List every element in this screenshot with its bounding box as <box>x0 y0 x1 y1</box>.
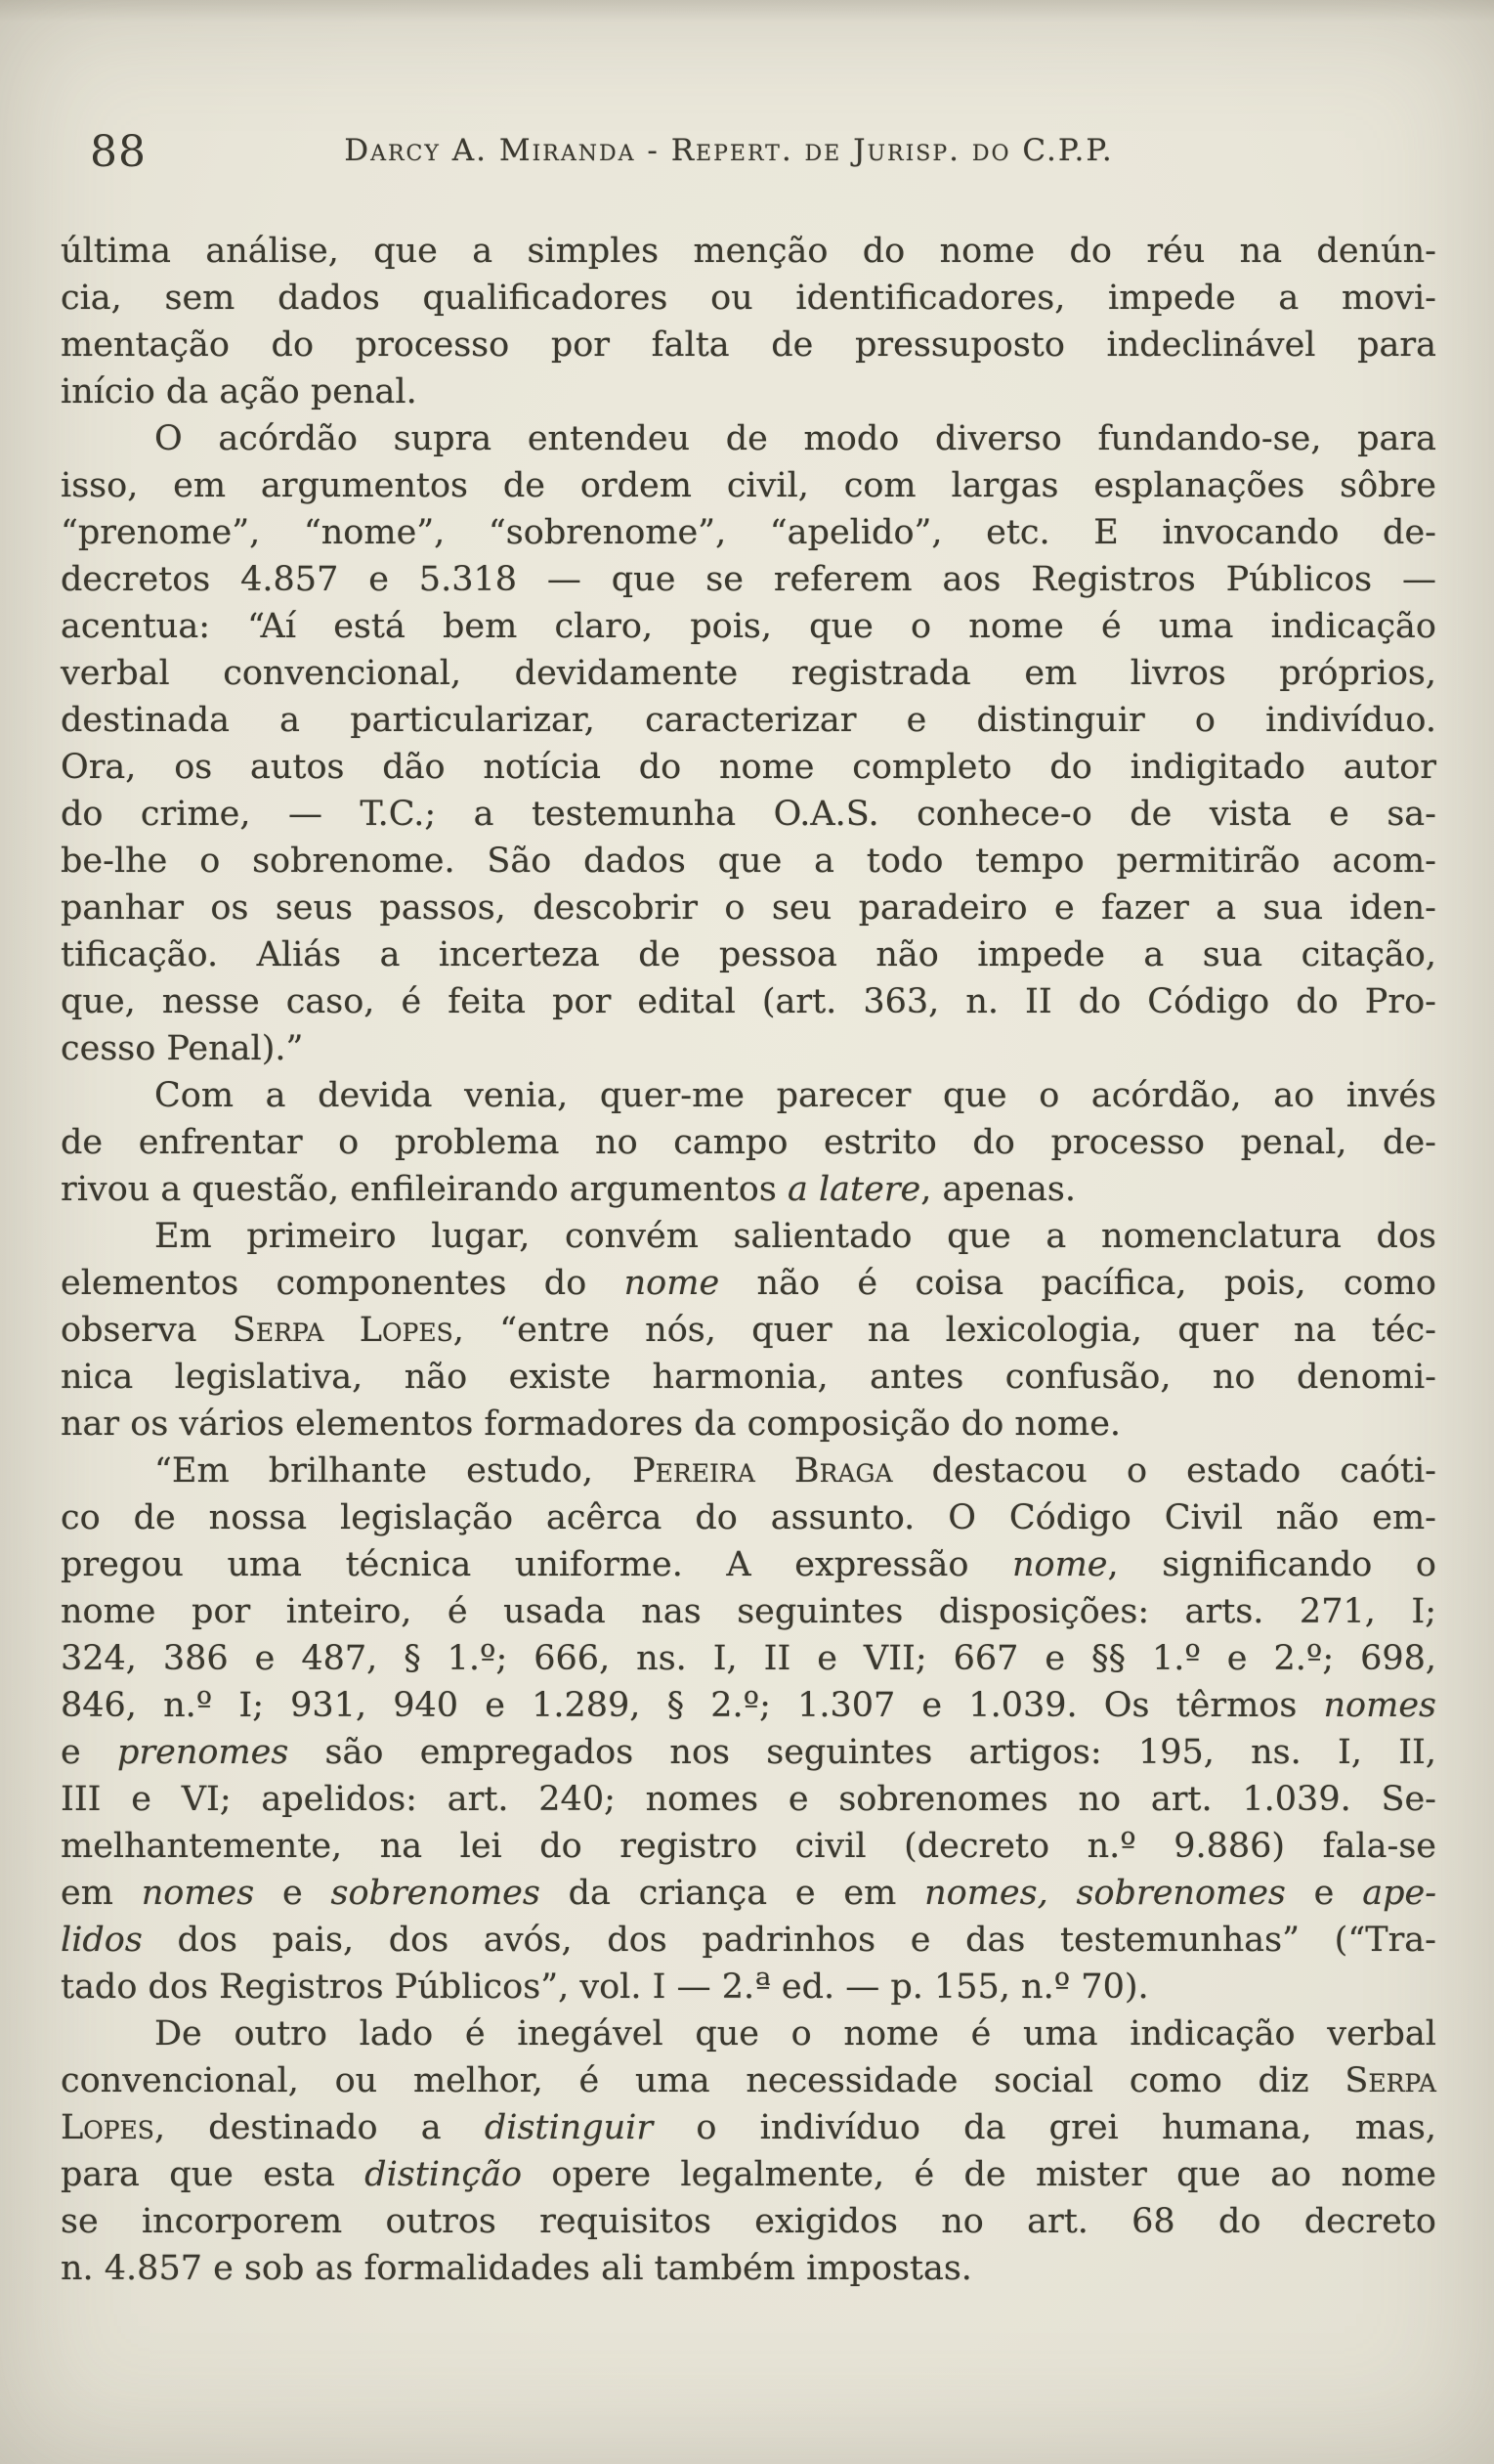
italic-text: nomes, sobrenomes <box>924 1874 1286 1913</box>
text-run: III e VI; apelidos: art. 240; nomes e sobrenomes no art. 1.039. Se- <box>61 1780 1436 1819</box>
text-run: da criança e em <box>539 1874 925 1913</box>
text-line <box>61 2104 1436 2151</box>
italic-text: nome <box>623 1264 720 1303</box>
text-line <box>61 885 1436 931</box>
text-run: , apenas. <box>920 1170 1076 1209</box>
text-run: 846, n.º I; 931, 940 e 1.289, § 2.º; 1.307 e 1.039. Os têrmos <box>61 1686 1324 1725</box>
text-run: que, nesse caso, é feita por edital (art. 363, n. II do Código do Pro- <box>61 982 1436 1021</box>
text-run: , significando o <box>1107 1545 1436 1584</box>
text-line <box>61 744 1436 791</box>
text-run: e <box>1285 1874 1363 1913</box>
text-line <box>61 2198 1436 2245</box>
text-line <box>61 1823 1436 1870</box>
text-line <box>61 1260 1436 1307</box>
text-run: nar os vários elementos formadores da composição do nome. <box>61 1405 1122 1444</box>
text-body <box>61 228 1436 2292</box>
text-line <box>61 1307 1436 1354</box>
text-line <box>61 1541 1436 1588</box>
text-run: De outro lado é inegável que o nome é uma indicação verbal <box>154 2014 1436 2053</box>
text-line <box>61 1025 1436 1072</box>
text-run: se incorporem outros requisitos exigidos no art. 68 do decreto <box>61 2202 1436 2241</box>
text-run: destinada a particularizar, caracterizar e distinguir o indivíduo. <box>61 701 1436 740</box>
text-line <box>61 603 1436 650</box>
italic-text: ape- <box>1362 1874 1437 1913</box>
text-run: para que esta <box>61 2155 365 2194</box>
text-line <box>61 1635 1436 1682</box>
text-line <box>61 1964 1436 2010</box>
text-run: elementos componentes do <box>61 1264 624 1303</box>
text-run: de enfrentar o problema no campo estrito do processo penal, de- <box>61 1123 1436 1162</box>
text-line <box>61 415 1436 462</box>
text-run: observa <box>61 1311 233 1350</box>
text-run: tificação. Aliás a incerteza de pessoa não impede a sua citação, <box>61 935 1436 974</box>
text-run: decretos 4.857 e 5.318 — que se referem aos Registros Públicos — <box>61 560 1436 599</box>
italic-text: prenomes <box>116 1733 289 1772</box>
italic-text: nomes <box>141 1874 255 1913</box>
text-run: nome por inteiro, é usada nas seguintes disposições: arts. 271, I; <box>61 1592 1436 1631</box>
text-line <box>61 1119 1436 1166</box>
text-run: verbal convencional, devidamente registrada em livros próprios, <box>61 654 1436 693</box>
text-run: cia, sem dados qualificadores ou identificadores, impede a movi- <box>61 279 1436 318</box>
text-run: cesso Penal).” <box>61 1029 304 1068</box>
paragraph <box>61 228 1436 415</box>
text-run: melhantemente, na lei do registro civil (decreto n.º 9.886) fala-se <box>61 1827 1436 1866</box>
text-run: Ora, os autos dão notícia do nome completo do indigitado autor <box>61 748 1436 787</box>
paragraph <box>61 1072 1436 1213</box>
italic-text: lidos <box>61 1921 143 1960</box>
text-run: panhar os seus passos, descobrir o seu paradeiro e fazer a sua iden- <box>61 888 1436 928</box>
text-run: nica legislativa, não existe harmonia, antes confusão, no denomi- <box>61 1358 1436 1397</box>
paragraph <box>61 415 1436 1072</box>
text-line <box>61 322 1436 368</box>
text-run: mentação do processo por falta de pressuposto indeclinável para <box>61 325 1436 365</box>
italic-text: a latere <box>787 1170 921 1209</box>
text-run: , destinado a <box>153 2108 485 2147</box>
text-run: opere legalmente, é de mister que ao nome <box>522 2155 1436 2194</box>
text-run: be-lhe o sobrenome. São dados que a todo tempo permitirão acom- <box>61 842 1436 881</box>
paragraph <box>61 1213 1436 1448</box>
text-line <box>61 1072 1436 1119</box>
text-run: são empregados nos seguintes artigos: 195, ns. I, II, <box>288 1733 1436 1772</box>
text-run: 324, 386 e 487, § 1.º; 666, ns. I, II e VII; 667 e §§ 1.º e 2.º; 698, <box>61 1639 1436 1678</box>
page-header <box>61 125 1436 184</box>
smallcaps-name: Serpa <box>1345 2061 1436 2100</box>
italic-text: nomes <box>1323 1686 1436 1725</box>
text-run: dos pais, dos avós, dos padrinhos e das testemunhas” (“Tra- <box>142 1921 1436 1960</box>
text-run: e <box>254 1874 331 1913</box>
text-run: “Em brilhante estudo, <box>154 1451 633 1491</box>
text-run: pregou uma técnica uniforme. A expressão <box>61 1545 1012 1584</box>
text-line <box>61 1494 1436 1541</box>
text-run: não é coisa pacífica, pois, como <box>719 1264 1436 1303</box>
text-line <box>61 1401 1436 1448</box>
text-line <box>61 462 1436 509</box>
text-run: início da ação penal. <box>61 372 417 411</box>
text-line <box>61 978 1436 1025</box>
text-run: destacou o estado caóti- <box>892 1451 1436 1491</box>
text-line <box>61 1729 1436 1776</box>
text-line <box>61 791 1436 838</box>
text-run: , “entre nós, quer na lexicologia, quer na téc- <box>452 1311 1436 1350</box>
text-line <box>61 2010 1436 2057</box>
text-line <box>61 1870 1436 1917</box>
italic-text: distinguir <box>484 2108 654 2147</box>
text-run: co de nossa legislação acêrca do assunto. O Código Civil não em- <box>61 1498 1436 1537</box>
smallcaps-name: Serpa Lopes <box>232 1311 453 1350</box>
text-run: e <box>61 1733 117 1772</box>
text-run: isso, em argumentos de ordem civil, com largas esplanações sôbre <box>61 466 1436 505</box>
text-line <box>61 368 1436 415</box>
text-line <box>61 931 1436 978</box>
text-run: “prenome”, “nome”, “sobrenome”, “apelido”, etc. E invocando de- <box>61 513 1436 552</box>
paragraph <box>61 1448 1436 2010</box>
text-line <box>61 650 1436 697</box>
text-line <box>61 1354 1436 1401</box>
text-line <box>61 1682 1436 1729</box>
smallcaps-name: Lopes <box>61 2108 154 2147</box>
paragraph <box>61 2010 1436 2292</box>
text-run: O acórdão supra entendeu de modo diverso fundando-se, para <box>154 419 1436 458</box>
text-line <box>61 697 1436 744</box>
text-run: última análise, que a simples menção do nome do réu na denún- <box>61 232 1436 271</box>
text-run: acentua: “Aí está bem claro, pois, que o nome é uma indicação <box>61 607 1436 646</box>
text-line <box>61 2151 1436 2198</box>
text-run: rivou a questão, enfileirando argumentos <box>61 1170 788 1209</box>
text-line <box>61 556 1436 603</box>
text-line <box>61 1448 1436 1494</box>
text-run: convencional, ou melhor, é uma necessidade social como diz <box>61 2061 1345 2100</box>
smallcaps-name: Pereira Braga <box>632 1451 893 1491</box>
text-run: Em primeiro lugar, convém salientado que a nomenclatura dos <box>154 1217 1436 1256</box>
text-line <box>61 2057 1436 2104</box>
text-run: do crime, — T.C.; a testemunha O.A.S. conhece-o de vista e sa- <box>61 795 1436 834</box>
text-line <box>61 1588 1436 1635</box>
italic-text: sobrenomes <box>330 1874 540 1913</box>
running-header-title: Darcy A. Miranda - Repert. de Jurisp. do C.P.P. <box>344 133 1114 168</box>
text-run: n. 4.857 e sob as formalidades ali também impostas. <box>61 2249 972 2288</box>
text-line <box>61 228 1436 275</box>
text-line <box>61 1213 1436 1260</box>
text-run: em <box>61 1874 142 1913</box>
text-line <box>61 509 1436 556</box>
italic-text: distinção <box>364 2155 523 2194</box>
text-line <box>61 275 1436 322</box>
text-run: Com a devida venia, quer-me parecer que o acórdão, ao invés <box>154 1076 1436 1115</box>
text-line <box>61 1166 1436 1213</box>
text-run: tado dos Registros Públicos”, vol. I — 2.ª ed. — p. 155, n.º 70). <box>61 1967 1149 2007</box>
text-line <box>61 2245 1436 2292</box>
text-line <box>61 1917 1436 1964</box>
text-run: o indivíduo da grei humana, mas, <box>653 2108 1437 2147</box>
page-number: 88 <box>90 127 147 177</box>
italic-text: nome <box>1012 1545 1108 1584</box>
text-line <box>61 838 1436 885</box>
text-line <box>61 1776 1436 1823</box>
